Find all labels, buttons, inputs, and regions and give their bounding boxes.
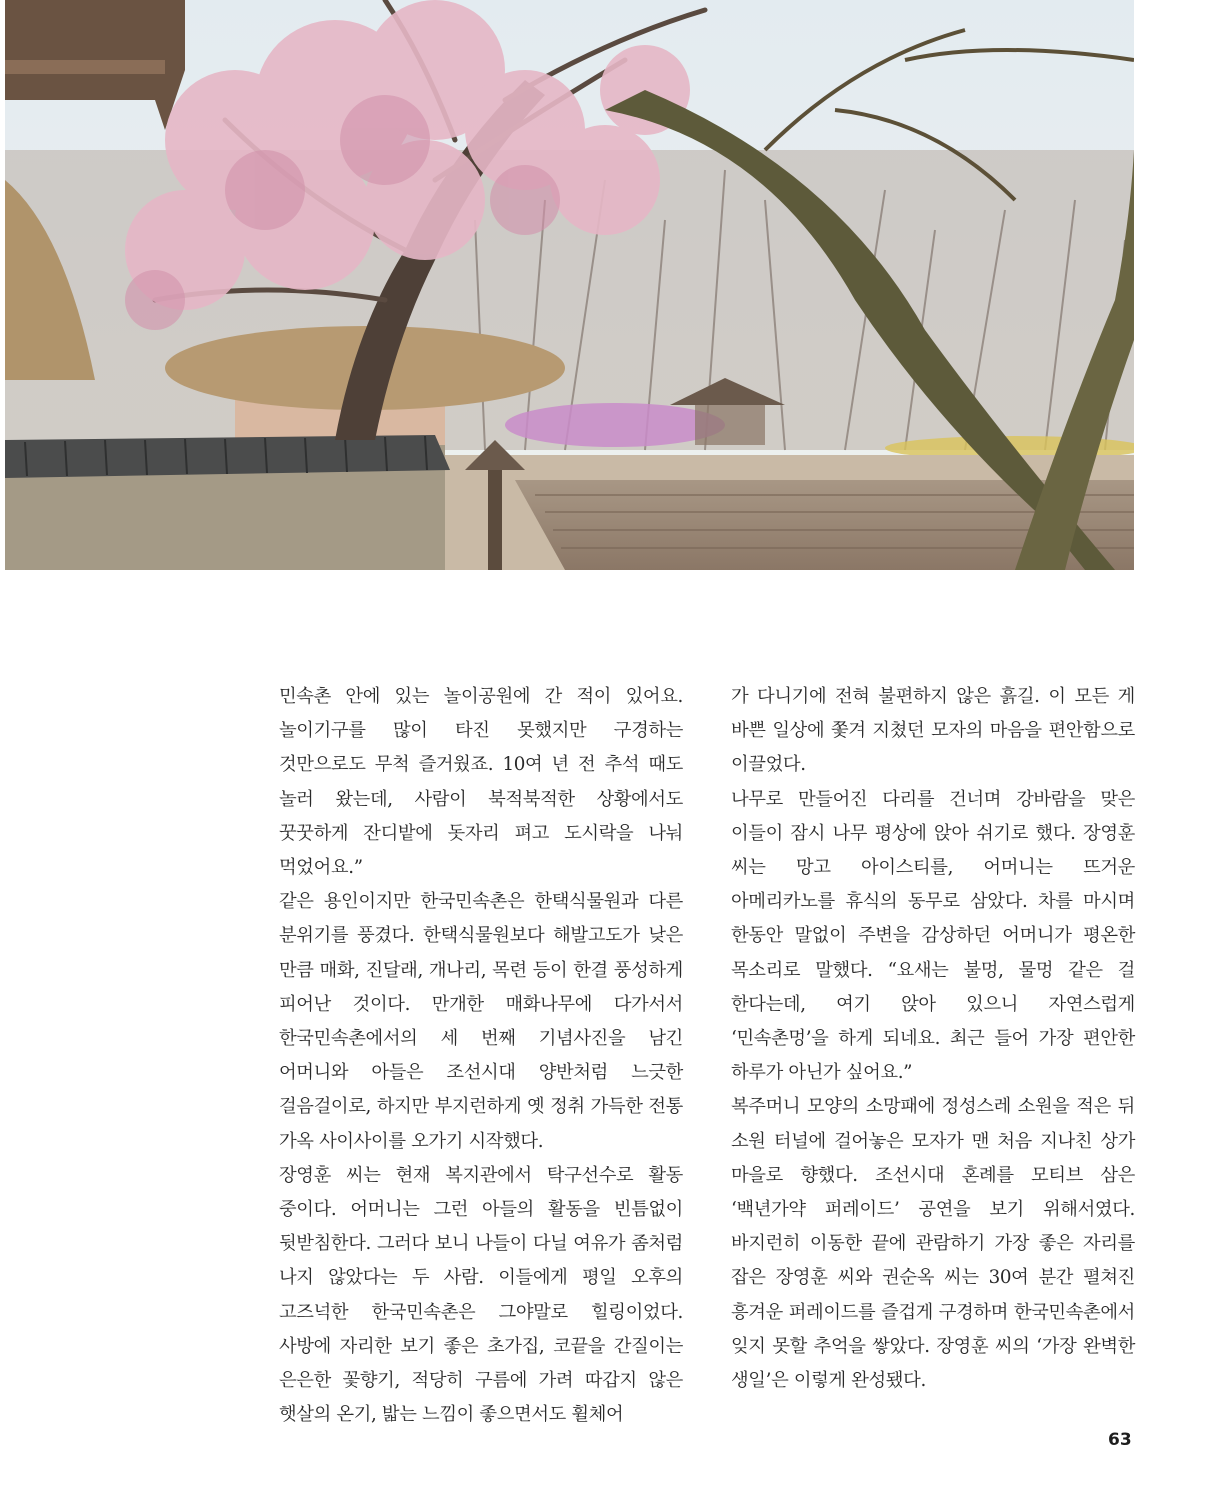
paragraph: 나무로 만들어진 다리를 건너며 강바람을 맞은 이들이 잠시 나무 평상에 앉아 쉬기로 했다. 장영훈 씨는 망고 아이스티를, 어머니는 뜨거운 아메리카노를 휴식의 동무로 삼았다. 차를 마시며 한동안 말없이 주변을 감상하던 어머니가 평온한 목소리로 말했다. “요새는 불멍, 물멍 같은 걸 한다는데, 여기 앉아 있으니 자연스럽게 ‘민속촌멍’을 하게 되네요. 최근 들어 가장 편안한 하루가 아닌가 싶어요.” (731, 788, 1135, 1084)
paragraph: 민속촌 안에 있는 놀이공원에 간 적이 있어요. 놀이기구를 많이 타진 못했지만 구경하는 것만으로도 무척 즐거웠죠. 10여 년 전 추석 때도 놀러 왔는데, 사람이 북적북적한 상황에서도 꿋꿋하게 잔디밭에 돗자리 펴고 도시락을 나눠 먹었어요.” (279, 686, 683, 879)
paragraph: 복주머니 모양의 소망패에 정성스레 소원을 적은 뒤 소원 터널에 걸어놓은 모자가 맨 처음 지나친 상가 마을로 향했다. 조선시대 혼례를 모티브 삼은 ‘백년가약 퍼레이드’ 공연을 보기 위해서였다. 바지런히 이동한 끝에 관람하기 가장 좋은 자리를 잡은 장영훈 씨와 권순옥 씨는 30여 분간 펼쳐진 흥겨운 퍼레이드를 즐겁게 구경하며 한국민속촌에서 잊지 못할 추억을 쌓았다. 장영훈 씨의 ‘가장 완벽한 생일’은 이렇게 완성됐다. (731, 1096, 1135, 1392)
hero-photo (5, 0, 1134, 570)
paragraph: 가 다니기에 전혀 불편하지 않은 흙길. 이 모든 게 바쁜 일상에 쫓겨 지쳤던 모자의 마음을 편안함으로 이끌었다. (731, 686, 1135, 776)
page-number: 63 (1108, 1430, 1132, 1450)
article-column-left (279, 680, 683, 1432)
folk-village-photo (5, 0, 1134, 570)
article-column-right (731, 680, 1135, 1398)
paragraph: 같은 용인이지만 한국민속촌은 한택식물원과 다른 분위기를 풍겼다. 한택식물원보다 해발고도가 낮은 만큼 매화, 진달래, 개나리, 목련 등이 한결 풍성하게 피어난 것이다. 만개한 매화나무에 다가서서 한국민속촌에서의 세 번째 기념사진을 남긴 어머니와 아들은 조선시대 양반처럼 느긋한 걸음걸이로, 하지만 부지런하게 옛 정취 가득한 전통 가옥 사이사이를 오가기 시작했다. (279, 891, 683, 1152)
paragraph: 장영훈 씨는 현재 복지관에서 탁구선수로 활동 중이다. 어머니는 그런 아들의 활동을 빈틈없이 뒷받침한다. 그러다 보니 나들이 다닐 여유가 좀처럼 나지 않았다는 두 사람. 이들에게 평일 오후의 고즈넉한 한국민속촌은 그야말로 힐링이었다. 사방에 자리한 보기 좋은 초가집, 코끝을 간질이는 은은한 꽃향기, 적당히 구름에 가려 따갑지 않은 햇살의 온기, 밟는 느낌이 좋으면서도 휠체어 (279, 1164, 683, 1426)
